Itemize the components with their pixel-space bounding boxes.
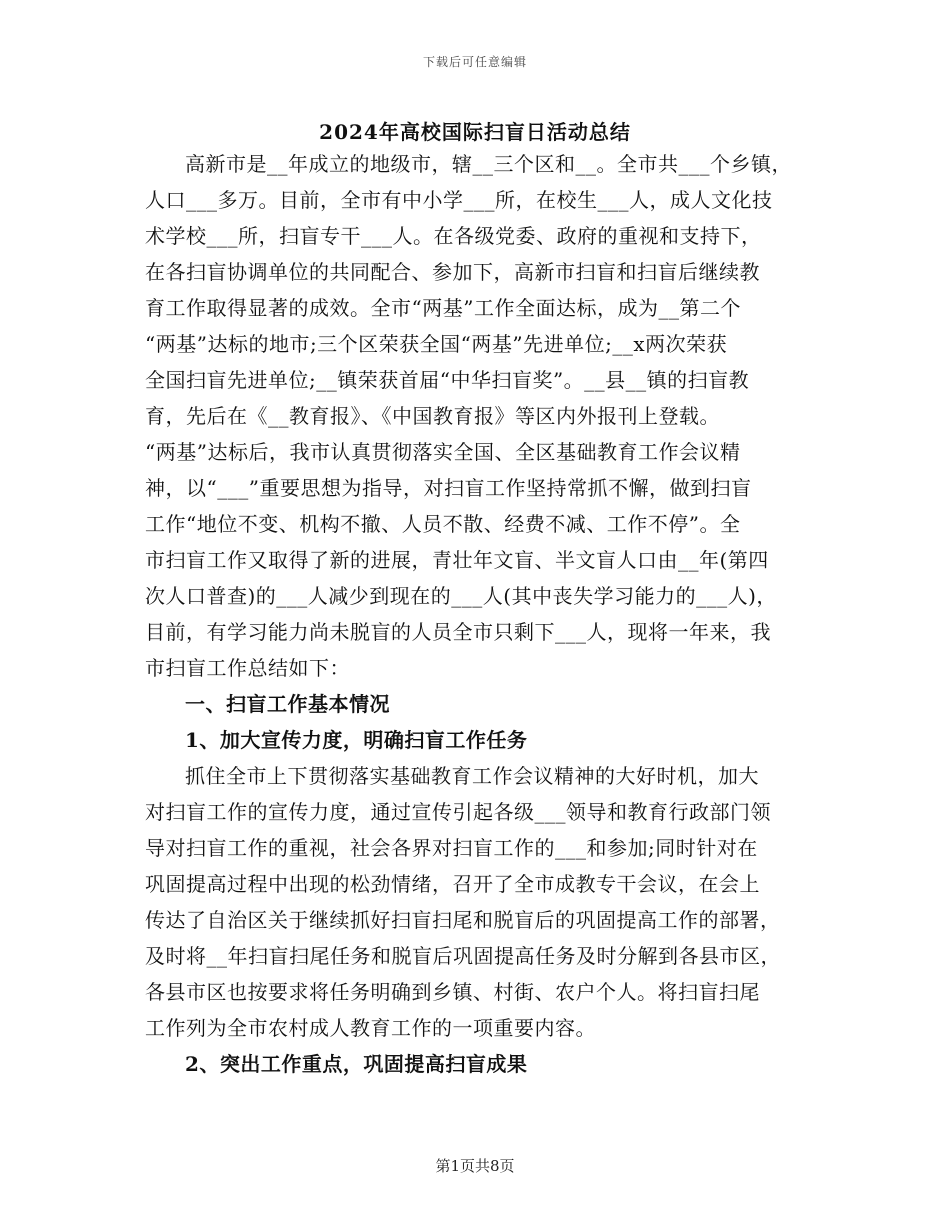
body-line-5: 育工作取得显著的成效。全市“两基”工作全面达标，成为__第二个 bbox=[145, 296, 741, 320]
body-line-21: 及时将__年扫盲扫尾任务和脱盲后巩固提高任务及时分解到各县市区， bbox=[145, 944, 781, 968]
body-line-22: 各县市区也按要求将任务明确到乡镇、村街、农户个人。将扫盲扫尾 bbox=[145, 980, 760, 1004]
body-line-4: 在各扫盲协调单位的共同配合、参加下，高新市扫盲和扫盲后继续教 bbox=[145, 260, 760, 284]
body-line-11: 工作“地位不变、机构不撤、人员不散、经费不减、工作不停”。全 bbox=[145, 512, 741, 536]
body-line-15: 市扫盲工作总结如下： bbox=[145, 656, 350, 680]
body-line-2: 人口___多万。目前，全市有中小学___所，在校生___人，成人文化技 bbox=[145, 188, 773, 212]
body-line-20: 传达了自治区关于继续抓好扫盲扫尾和脱盲后的巩固提高工作的部署， bbox=[145, 908, 781, 932]
body-line-7: 全国扫盲先进单位;__镇荣获首届“中华扫盲奖”。__县__镇的扫盲教 bbox=[145, 368, 750, 392]
body-line-1: 高新市是__年成立的地级市，辖__三个区和__。全市共___个乡镇， bbox=[185, 152, 792, 176]
document-title: 2024年高校国际扫盲日活动总结 bbox=[319, 120, 631, 144]
body-line-8: 育，先后在《__教育报》、《中国教育报》等区内外报刊上登载。 bbox=[145, 404, 720, 428]
body-line-19: 巩固提高过程中出现的松劲情绪，召开了全市成教专干会议，在会上 bbox=[145, 872, 760, 896]
subsection-heading-2: 2、突出工作重点，巩固提高扫盲成果 bbox=[185, 1052, 528, 1076]
section-heading-1: 一、扫盲工作基本情况 bbox=[185, 692, 390, 716]
body-line-14: 目前，有学习能力尚未脱盲的人员全市只剩下___人，现将一年来，我 bbox=[145, 620, 771, 644]
body-line-12: 市扫盲工作又取得了新的进展，青壮年文盲、半文盲人口由__年(第四 bbox=[145, 548, 769, 572]
body-line-17: 对扫盲工作的宣传力度，通过宣传引起各级___领导和教育行政部门领 bbox=[145, 800, 771, 824]
body-line-9: “两基”达标后，我市认真贯彻落实全国、全区基础教育工作会议精 bbox=[145, 440, 741, 464]
body-line-23: 工作列为全市农村成人教育工作的一项重要内容。 bbox=[145, 1016, 596, 1040]
body-line-10: 神，以“___”重要思想为指导，对扫盲工作坚持常抓不懈，做到扫盲 bbox=[145, 476, 752, 500]
body-line-16: 抓住全市上下贯彻落实基础教育工作会议精神的大好时机，加大 bbox=[185, 764, 759, 788]
page-header-note: 下载后可任意编辑 bbox=[422, 55, 527, 69]
body-line-13: 次人口普查)的___人减少到现在的___人(其中丧失学习能力的___人)， bbox=[145, 584, 777, 608]
body-line-18: 导对扫盲工作的重视，社会各界对扫盲工作的___和参加;同时针对在 bbox=[145, 836, 758, 860]
body-line-3: 术学校___所，扫盲专干___人。在各级党委、政府的重视和支持下， bbox=[145, 224, 762, 248]
body-line-6: “两基”达标的地市;三个区荣获全国“两基”先进单位;__x两次荣获 bbox=[145, 332, 728, 356]
subsection-heading-1: 1、加大宣传力度，明确扫盲工作任务 bbox=[185, 728, 528, 752]
page-number-footer: 第1页共8页 bbox=[435, 1157, 515, 1175]
